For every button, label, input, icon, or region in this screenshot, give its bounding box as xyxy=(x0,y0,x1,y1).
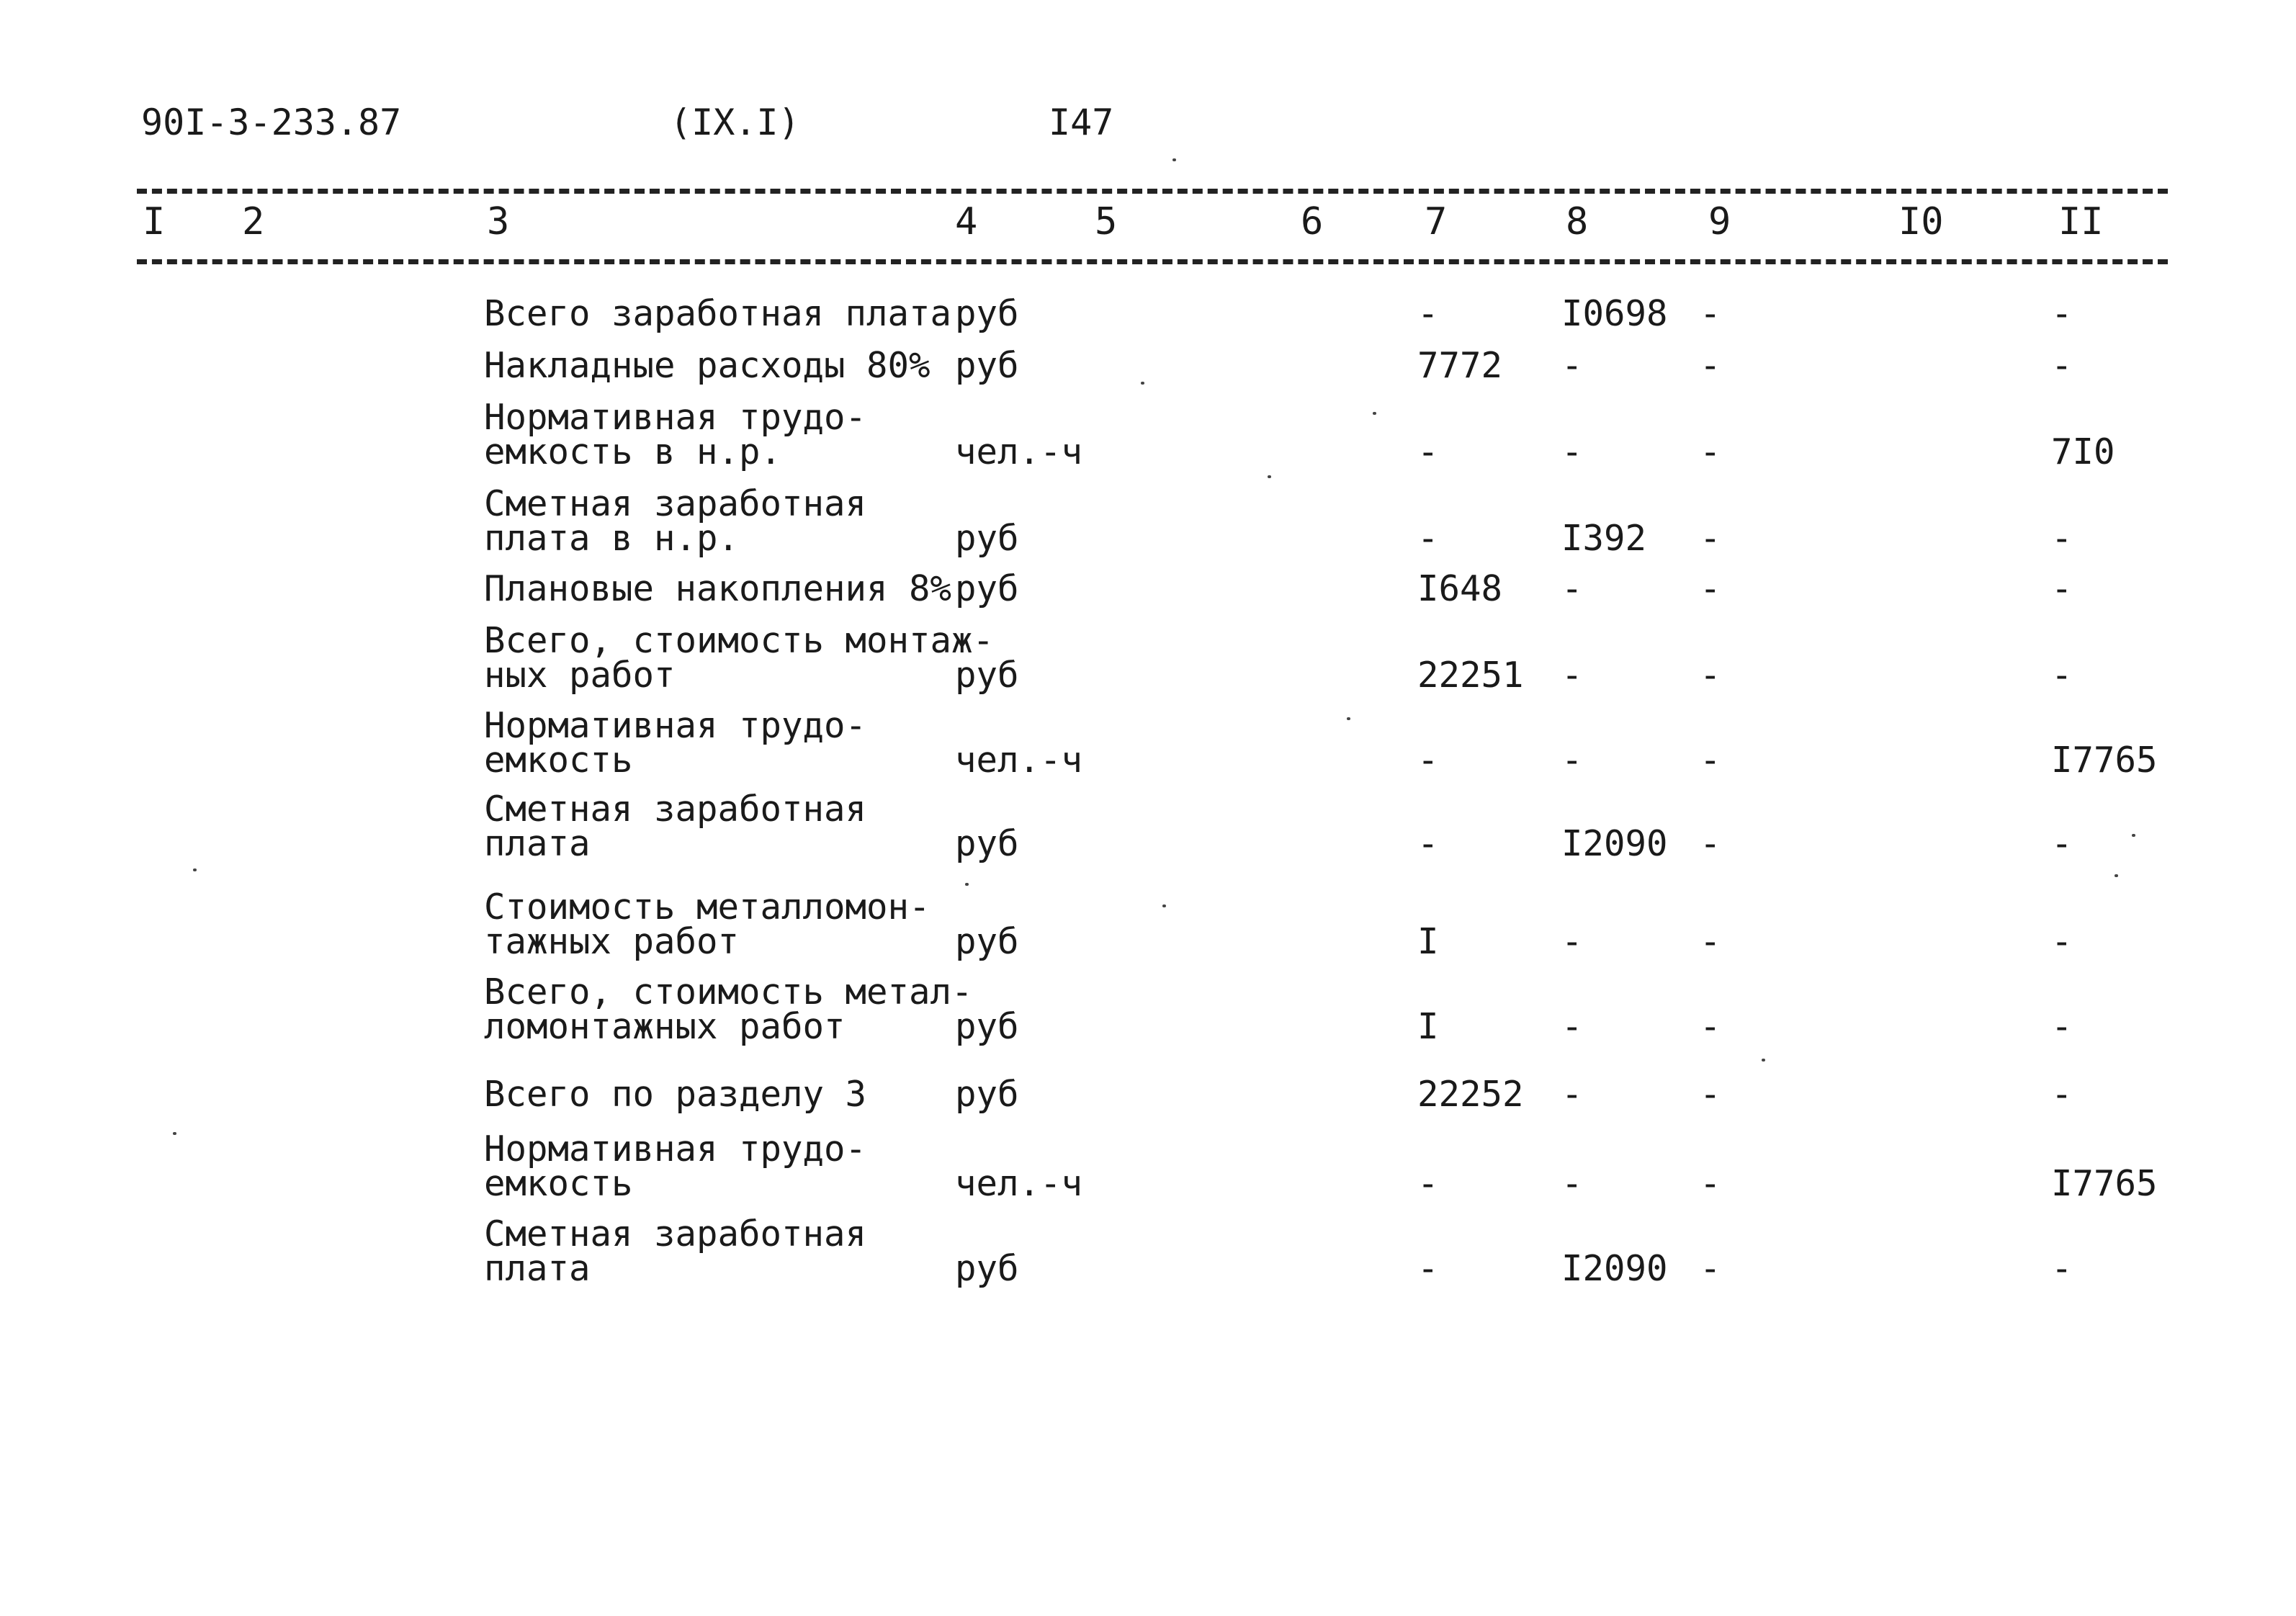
column-number-1: I xyxy=(143,200,166,243)
row-name: Стоимость металломон- тажных работ xyxy=(484,886,930,962)
row-col8: I2090 xyxy=(1561,823,1668,864)
row-unit: руб xyxy=(955,655,1019,696)
row-col9: - xyxy=(1700,655,1721,696)
row-col8: - xyxy=(1561,655,1583,696)
row-col9: - xyxy=(1700,293,1721,334)
scan-speck xyxy=(1172,158,1176,161)
row-name: Нормативная трудо- емкость xyxy=(484,1128,867,1204)
row-col7: - xyxy=(1417,823,1439,864)
row-col11: 7I0 xyxy=(2051,431,2115,472)
column-number-10: I0 xyxy=(1898,200,1944,243)
row-col7: I xyxy=(1417,1006,1439,1047)
section-code: (IX.I) xyxy=(670,102,800,143)
row-col11: - xyxy=(2051,518,2073,559)
row-name: Всего заработная плата xyxy=(484,293,952,334)
column-number-3: 3 xyxy=(487,200,510,243)
row-col9: - xyxy=(1700,1248,1721,1289)
row-col9: - xyxy=(1700,345,1721,386)
row-col7: I xyxy=(1417,921,1439,962)
row-name: Накладные расходы 80% xyxy=(484,345,930,386)
scan-speck xyxy=(1268,475,1271,478)
document-code: 90I-3-233.87 xyxy=(141,102,402,143)
scan-speck xyxy=(1373,412,1376,415)
row-name: Всего, стоимость монтаж- ных работ xyxy=(484,620,995,696)
scan-speck xyxy=(1162,904,1166,907)
row-col11: - xyxy=(2051,823,2073,864)
row-unit: руб xyxy=(955,1248,1019,1289)
row-unit: руб xyxy=(955,518,1019,559)
row-col8: I2090 xyxy=(1561,1248,1668,1289)
row-col9: - xyxy=(1700,568,1721,609)
row-name: Плановые накопления 8% xyxy=(484,568,952,609)
row-col11: - xyxy=(2051,921,2073,962)
table-top-rule xyxy=(137,189,2168,194)
row-unit: руб xyxy=(955,1006,1019,1047)
row-name: Сметная заработная плата в н.р. xyxy=(484,483,867,559)
row-col7: - xyxy=(1417,293,1439,334)
row-col9: - xyxy=(1700,921,1721,962)
row-col9: - xyxy=(1700,1074,1721,1115)
row-unit: руб xyxy=(955,921,1019,962)
column-number-7: 7 xyxy=(1425,200,1448,243)
column-number-8: 8 xyxy=(1566,200,1589,243)
row-col7: I648 xyxy=(1417,568,1503,609)
scan-speck xyxy=(1347,717,1350,720)
row-col11: - xyxy=(2051,1074,2073,1115)
column-number-5: 5 xyxy=(1095,200,1118,243)
row-col7: - xyxy=(1417,1248,1439,1289)
row-col11: - xyxy=(2051,345,2073,386)
row-name: Нормативная трудо- емкость xyxy=(484,705,867,781)
row-col9: - xyxy=(1700,1006,1721,1047)
row-col7: 22251 xyxy=(1417,655,1524,696)
row-col8: - xyxy=(1561,1006,1583,1047)
row-col7: - xyxy=(1417,431,1439,472)
row-unit: руб xyxy=(955,568,1019,609)
row-col7: - xyxy=(1417,1163,1439,1204)
table-header-rule xyxy=(137,259,2168,264)
row-col11: - xyxy=(2051,1248,2073,1289)
row-col8: - xyxy=(1561,740,1583,781)
row-name: Всего по разделу 3 xyxy=(484,1074,867,1115)
row-col8: I0698 xyxy=(1561,293,1668,334)
row-col8: - xyxy=(1561,1074,1583,1115)
row-col7: - xyxy=(1417,740,1439,781)
row-unit: руб xyxy=(955,1074,1019,1115)
row-col7: - xyxy=(1417,518,1439,559)
column-number-4: 4 xyxy=(955,200,978,243)
row-col9: - xyxy=(1700,740,1721,781)
row-name: Всего, стоимость метал- ломонтажных работ xyxy=(484,971,973,1047)
scan-speck xyxy=(173,1132,176,1135)
row-col8: - xyxy=(1561,921,1583,962)
column-number-2: 2 xyxy=(242,200,265,243)
scan-speck xyxy=(2115,874,2118,877)
row-col8: - xyxy=(1561,431,1583,472)
row-name: Сметная заработная плата xyxy=(484,789,867,864)
column-number-9: 9 xyxy=(1708,200,1731,243)
row-col8: - xyxy=(1561,345,1583,386)
scan-speck xyxy=(1762,1059,1765,1061)
row-col9: - xyxy=(1700,1163,1721,1204)
column-number-6: 6 xyxy=(1301,200,1324,243)
row-col8: I392 xyxy=(1561,518,1647,559)
row-col9: - xyxy=(1700,431,1721,472)
row-unit: руб xyxy=(955,823,1019,864)
scan-speck xyxy=(193,868,197,871)
row-col8: - xyxy=(1561,568,1583,609)
row-col11: - xyxy=(2051,293,2073,334)
row-col9: - xyxy=(1700,518,1721,559)
row-unit: чел.-ч xyxy=(955,740,1083,781)
row-unit: чел.-ч xyxy=(955,431,1083,472)
row-unit: руб xyxy=(955,293,1019,334)
row-col11: I7765 xyxy=(2051,740,2158,781)
row-unit: чел.-ч xyxy=(955,1163,1083,1204)
row-name: Нормативная трудо- емкость в н.р. xyxy=(484,397,867,472)
scan-speck xyxy=(2132,834,2135,837)
row-name: Сметная заработная плата xyxy=(484,1213,867,1289)
row-col7: 7772 xyxy=(1417,345,1503,386)
row-col11: - xyxy=(2051,655,2073,696)
row-col7: 22252 xyxy=(1417,1074,1524,1115)
row-col11: - xyxy=(2051,568,2073,609)
scan-speck xyxy=(1141,382,1144,385)
row-col11: I7765 xyxy=(2051,1163,2158,1204)
row-unit: руб xyxy=(955,345,1019,386)
row-col9: - xyxy=(1700,823,1721,864)
column-number-11: II xyxy=(2058,200,2104,243)
row-col11: - xyxy=(2051,1006,2073,1047)
row-col8: - xyxy=(1561,1163,1583,1204)
scan-speck xyxy=(965,883,969,886)
page-number: I47 xyxy=(1049,102,1114,143)
